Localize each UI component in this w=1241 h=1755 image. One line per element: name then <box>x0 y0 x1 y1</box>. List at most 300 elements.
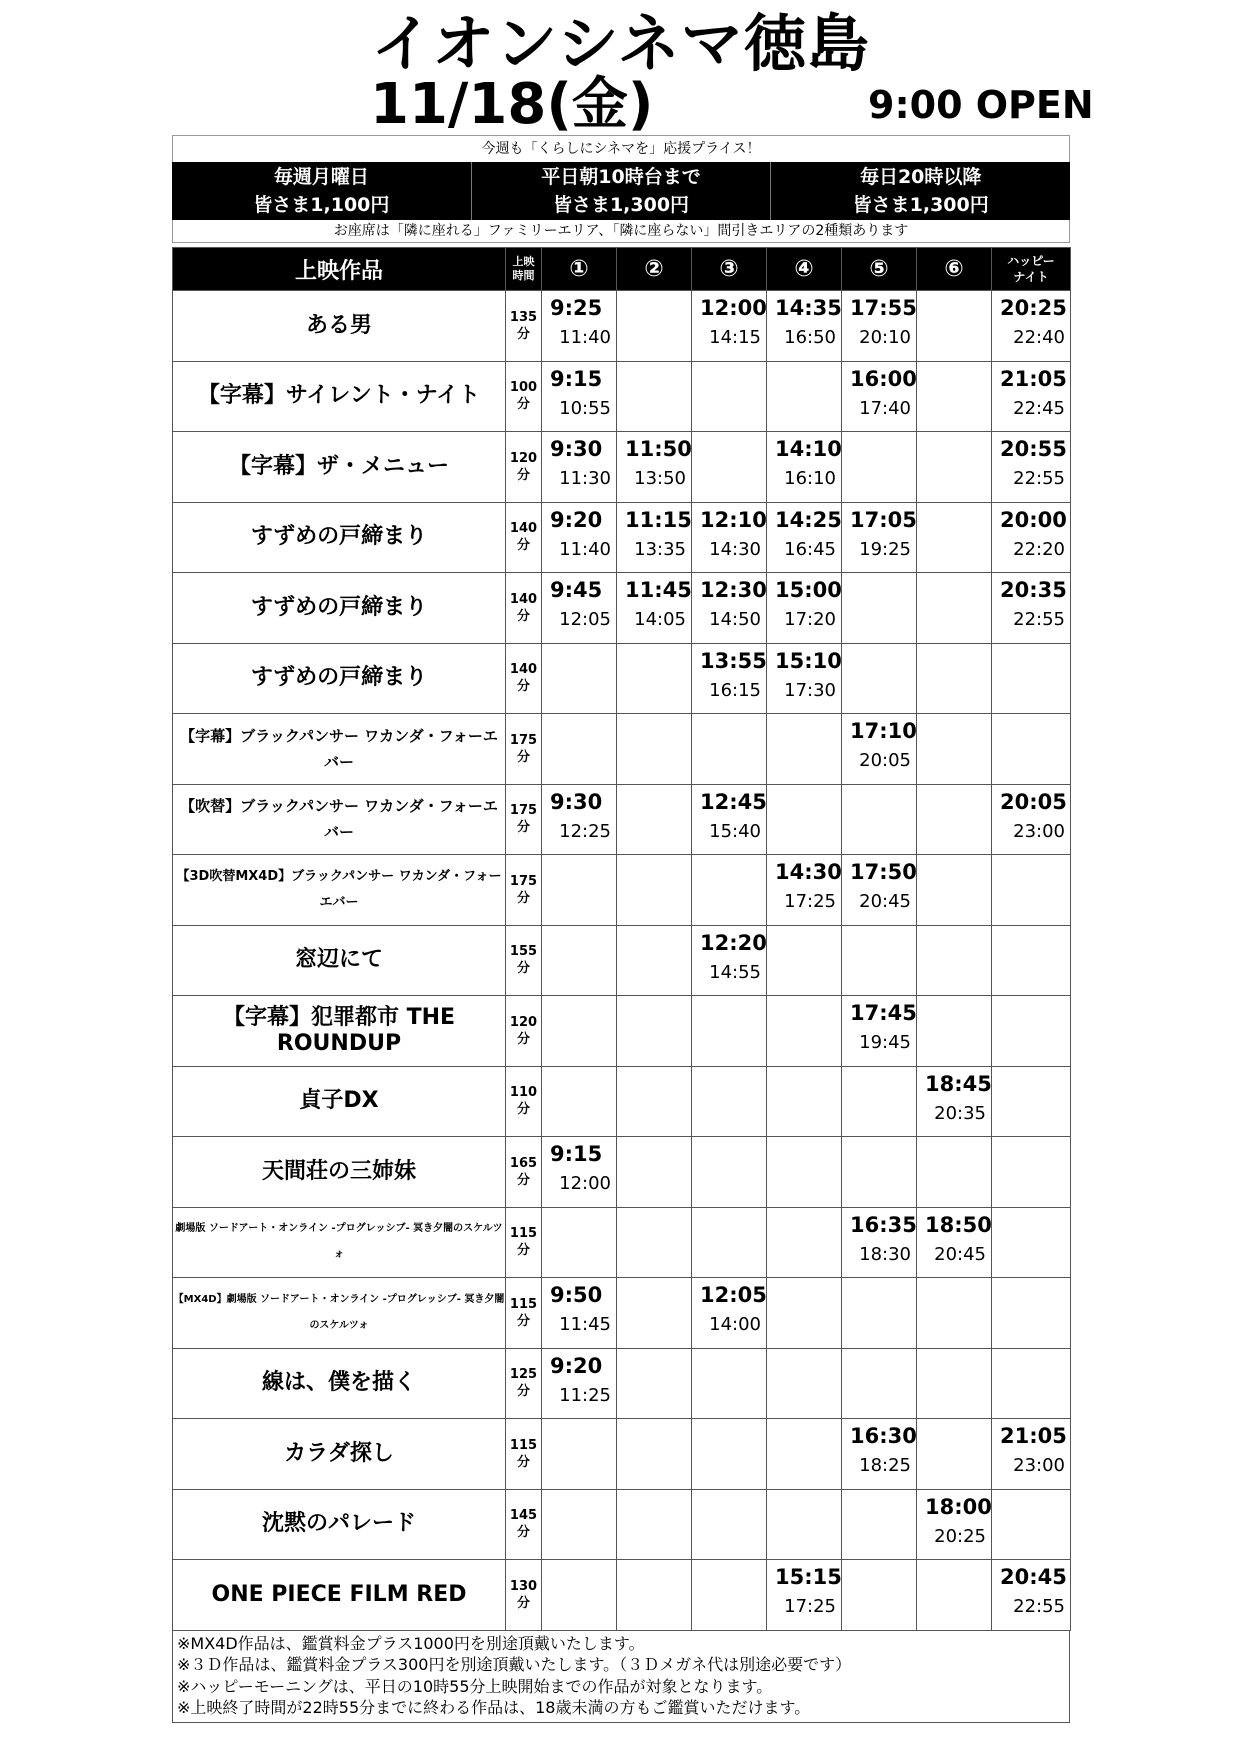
end-time: 17:30 <box>784 679 836 701</box>
showtime-cell-screen-2 <box>617 925 692 996</box>
showtime-cell-screen-3 <box>692 1278 767 1349</box>
showtime-cell-screen-1 <box>542 432 617 503</box>
showtime-cell-screen-6 <box>917 1489 992 1560</box>
showtime-cell-screen-2 <box>617 573 692 644</box>
table-row <box>173 1207 1071 1278</box>
movie-runtime: 140 分 <box>506 502 542 573</box>
table-row <box>173 925 1071 996</box>
end-time: 22:20 <box>1013 538 1065 560</box>
price-value: 皆さま1,100円 <box>253 194 390 216</box>
showtime-cell-screen-5 <box>842 1207 917 1278</box>
movie-runtime: 115 分 <box>506 1419 542 1490</box>
showtime-cell-screen-6 <box>917 996 992 1067</box>
movie-title: 【3D吹替MX4D】ブラックパンサー ワカンダ・フォーエバー <box>173 855 506 926</box>
end-time: 16:15 <box>709 679 761 701</box>
price-value: 皆さま1,300円 <box>552 194 690 216</box>
theater-title: イオンシネマ徳島 <box>371 7 870 80</box>
showtime-cell-screen-2 <box>617 996 692 1067</box>
start-time: 17:45 <box>850 1001 917 1025</box>
showtime-cell-happy-night <box>992 1489 1071 1560</box>
showtime-cell-screen-3 <box>692 784 767 855</box>
showtime-cell-screen-4 <box>767 1066 842 1137</box>
start-time: 16:35 <box>850 1212 917 1237</box>
end-time: 12:25 <box>559 820 611 842</box>
movie-runtime: 155 分 <box>506 925 542 996</box>
movie-runtime: 175 分 <box>506 784 542 855</box>
table-header <box>173 248 1071 291</box>
showtime-cell-happy-night <box>992 925 1071 996</box>
schedule-body <box>173 291 1071 1631</box>
end-time: 18:25 <box>859 1455 911 1476</box>
end-time: 15:40 <box>709 820 761 842</box>
showtime-cell-screen-1 <box>542 784 617 855</box>
showtime-cell-screen-5 <box>842 1348 917 1419</box>
header-screen-4: ④ <box>767 248 842 291</box>
showtime-cell-screen-4 <box>767 1560 842 1631</box>
table-row <box>173 996 1071 1067</box>
movie-title: 【吹替】ブラックパンサー ワカンダ・フォーエバー <box>173 784 506 855</box>
showtime-cell-screen-6 <box>917 1137 992 1208</box>
movie-runtime: 175 分 <box>506 855 542 926</box>
seat-note: お座席は「隣に座れる」ファミリーエリア、「隣に座らない」間引きエリアの2種類あります <box>172 220 1070 243</box>
table-row <box>173 502 1071 573</box>
movie-title: 【字幕】ブラックパンサー ワカンダ・フォーエバー <box>173 714 506 785</box>
showtime-cell-screen-3 <box>692 361 767 432</box>
showtime-cell-screen-1 <box>542 1137 617 1208</box>
header-screen-6: ⑥ <box>917 248 992 291</box>
price-weekday-morning <box>471 162 771 220</box>
showtime-cell-screen-5 <box>842 855 917 926</box>
showtime-cell-screen-2 <box>617 1348 692 1419</box>
showtime-cell-happy-night <box>992 1419 1071 1490</box>
start-time: 17:55 <box>850 296 917 320</box>
showtime-cell-happy-night <box>992 1137 1071 1208</box>
showtime-cell-screen-4 <box>767 855 842 926</box>
end-time: 19:25 <box>859 538 911 560</box>
end-time: 16:45 <box>784 538 836 560</box>
start-time: 17:05 <box>850 507 917 532</box>
start-time: 9:50 <box>550 1283 603 1307</box>
showtime-cell-happy-night <box>992 1066 1071 1137</box>
movie-title: 劇場版 ソードアート・オンライン -プログレッシブ- 冥き夕闇のスケルツォ <box>173 1207 506 1278</box>
showtime-cell-screen-5 <box>842 1278 917 1349</box>
showtime-cell-screen-1 <box>542 573 617 644</box>
showtime-cell-screen-2 <box>617 1066 692 1137</box>
showtime-cell-screen-4 <box>767 1207 842 1278</box>
start-time: 17:10 <box>850 719 917 743</box>
showtime-cell-screen-3 <box>692 1348 767 1419</box>
start-time: 12:00 <box>700 296 767 320</box>
showtime-cell-screen-4 <box>767 1278 842 1349</box>
movie-title: 【字幕】ザ・メニュー <box>173 432 506 503</box>
showtime-cell-screen-2 <box>617 714 692 785</box>
showtime-cell-screen-4 <box>767 291 842 362</box>
schedule-date: 11/18(金) <box>370 72 654 137</box>
price-label: 毎週月曜日 <box>273 166 369 188</box>
footnote: ※上映終了時間が22時55分までに終わる作品は、18歳未満の方もご鑑賞いただけます。 <box>177 1698 811 1717</box>
showtime-cell-screen-1 <box>542 361 617 432</box>
end-time: 20:35 <box>934 1102 986 1124</box>
table-row <box>173 643 1071 714</box>
showtime-cell-happy-night <box>992 714 1071 785</box>
movie-title: すずめの戸締まり <box>173 573 506 644</box>
end-time: 13:35 <box>634 538 686 560</box>
start-time: 14:25 <box>775 507 842 532</box>
showtime-cell-happy-night <box>992 573 1071 644</box>
showtime-cell-screen-1 <box>542 996 617 1067</box>
end-time: 22:55 <box>1013 468 1065 489</box>
table-row <box>173 1489 1071 1560</box>
showtime-cell-screen-2 <box>617 1278 692 1349</box>
start-time: 9:25 <box>550 296 603 320</box>
showtime-cell-screen-1 <box>542 1348 617 1419</box>
end-time: 14:55 <box>709 961 761 983</box>
table-row <box>173 573 1071 644</box>
showtime-cell-screen-6 <box>917 502 992 573</box>
start-time: 9:20 <box>550 507 603 532</box>
schedule-table <box>172 247 1071 1631</box>
movie-runtime: 125 分 <box>506 1348 542 1419</box>
showtime-cell-happy-night <box>992 361 1071 432</box>
showtime-cell-screen-1 <box>542 643 617 714</box>
showtime-cell-screen-3 <box>692 1419 767 1490</box>
showtime-cell-happy-night <box>992 855 1071 926</box>
table-row <box>173 361 1071 432</box>
showtime-cell-screen-1 <box>542 714 617 785</box>
showtime-cell-screen-2 <box>617 1207 692 1278</box>
showtime-cell-screen-6 <box>917 643 992 714</box>
end-time: 17:25 <box>784 891 836 912</box>
table-row <box>173 1278 1071 1349</box>
end-time: 23:00 <box>1013 1455 1065 1476</box>
movie-runtime: 115 分 <box>506 1207 542 1278</box>
start-time: 9:30 <box>550 789 603 814</box>
table-row <box>173 1066 1071 1137</box>
showtime-cell-screen-4 <box>767 1489 842 1560</box>
end-time: 11:40 <box>559 538 611 560</box>
movie-title: 【字幕】犯罪都市 THE ROUNDUP <box>173 996 506 1067</box>
movie-runtime: 140 分 <box>506 643 542 714</box>
showtime-cell-screen-6 <box>917 855 992 926</box>
showtime-cell-screen-2 <box>617 643 692 714</box>
start-time: 15:10 <box>775 648 842 673</box>
movie-runtime: 120 分 <box>506 432 542 503</box>
movie-runtime: 115 分 <box>506 1278 542 1349</box>
end-time: 18:30 <box>859 1243 911 1265</box>
showtime-cell-screen-6 <box>917 1560 992 1631</box>
table-row <box>173 1419 1071 1490</box>
header-title: 上映作品 <box>173 248 506 291</box>
movie-title: カラダ探し <box>173 1419 506 1490</box>
end-time: 11:45 <box>559 1314 611 1335</box>
table-row <box>173 784 1071 855</box>
start-time: 12:10 <box>700 507 767 532</box>
showtime-cell-screen-5 <box>842 925 917 996</box>
start-time: 20:25 <box>1000 296 1067 320</box>
movie-runtime: 100 分 <box>506 361 542 432</box>
table-row <box>173 1560 1071 1631</box>
end-time: 20:05 <box>859 750 911 771</box>
end-time: 10:55 <box>559 397 611 419</box>
showtime-cell-screen-6 <box>917 1066 992 1137</box>
showtime-cell-screen-3 <box>692 573 767 644</box>
end-time: 12:05 <box>559 609 611 630</box>
footnote: ※MX4D作品は、鑑賞料金プラス1000円を別途頂戴いたします。 <box>177 1633 645 1653</box>
showtime-cell-screen-4 <box>767 502 842 573</box>
start-time: 9:20 <box>550 1353 603 1378</box>
end-time: 19:45 <box>859 1032 911 1053</box>
start-time: 21:05 <box>1000 366 1067 391</box>
showtime-cell-screen-2 <box>617 502 692 573</box>
end-time: 12:00 <box>559 1173 611 1194</box>
header-runtime: 上映 時間 <box>506 248 542 291</box>
end-time: 14:05 <box>634 609 686 630</box>
showtime-cell-happy-night <box>992 996 1071 1067</box>
start-time: 20:35 <box>1000 578 1067 602</box>
showtime-cell-screen-4 <box>767 573 842 644</box>
price-label: 毎日20時以降 <box>859 166 982 188</box>
schedule-sheet <box>172 135 1070 1723</box>
showtime-cell-screen-2 <box>617 1137 692 1208</box>
showtime-cell-screen-3 <box>692 925 767 996</box>
end-time: 17:40 <box>859 397 911 419</box>
movie-title: 沈黙のパレード <box>173 1489 506 1560</box>
showtime-cell-screen-5 <box>842 502 917 573</box>
showtime-cell-screen-2 <box>617 784 692 855</box>
showtime-cell-screen-5 <box>842 1137 917 1208</box>
start-time: 17:50 <box>850 860 917 884</box>
showtime-cell-screen-6 <box>917 291 992 362</box>
showtime-cell-screen-4 <box>767 432 842 503</box>
showtime-cell-screen-5 <box>842 643 917 714</box>
start-time: 20:00 <box>1000 507 1067 532</box>
start-time: 12:30 <box>700 578 767 602</box>
showtime-cell-happy-night <box>992 643 1071 714</box>
start-time: 15:00 <box>775 578 842 602</box>
movie-title: 【MX4D】劇場版 ソードアート・オンライン -プログレッシブ- 冥き夕闇のスケルツォ <box>173 1278 506 1349</box>
table-row <box>173 291 1071 362</box>
movie-title: 貞子DX <box>173 1066 506 1137</box>
showtime-cell-screen-5 <box>842 784 917 855</box>
end-time: 11:25 <box>559 1384 611 1406</box>
end-time: 20:45 <box>934 1243 986 1265</box>
showtime-cell-screen-6 <box>917 1278 992 1349</box>
end-time: 23:00 <box>1013 820 1065 842</box>
end-time: 22:45 <box>1013 397 1065 419</box>
end-time: 22:40 <box>1013 327 1065 348</box>
movie-title: すずめの戸締まり <box>173 502 506 573</box>
price-label: 平日朝10時台まで <box>541 166 701 188</box>
showtime-cell-screen-6 <box>917 573 992 644</box>
price-notice: 今週も「くらしにシネマを」応援プライス！ <box>172 135 1070 162</box>
movie-title: 天間荘の三姉妹 <box>173 1137 506 1208</box>
start-time: 13:55 <box>700 648 767 673</box>
showtime-cell-screen-3 <box>692 714 767 785</box>
end-time: 20:10 <box>859 327 911 348</box>
showtime-cell-screen-5 <box>842 291 917 362</box>
showtime-cell-screen-6 <box>917 432 992 503</box>
showtime-cell-screen-1 <box>542 1207 617 1278</box>
start-time: 20:55 <box>1000 437 1067 461</box>
end-time: 11:40 <box>559 327 611 348</box>
showtime-cell-screen-5 <box>842 1419 917 1490</box>
showtime-cell-happy-night <box>992 1207 1071 1278</box>
showtime-cell-screen-6 <box>917 1348 992 1419</box>
end-time: 16:10 <box>784 468 836 489</box>
showtime-cell-screen-3 <box>692 291 767 362</box>
start-time: 9:15 <box>550 366 603 391</box>
showtime-cell-screen-3 <box>692 1489 767 1560</box>
showtime-cell-screen-1 <box>542 855 617 926</box>
showtime-cell-screen-1 <box>542 502 617 573</box>
movie-title: ある男 <box>173 291 506 362</box>
end-time: 20:45 <box>859 891 911 912</box>
showtime-cell-screen-1 <box>542 925 617 996</box>
showtime-cell-happy-night <box>992 784 1071 855</box>
showtime-cell-screen-1 <box>542 1489 617 1560</box>
showtime-cell-happy-night <box>992 432 1071 503</box>
end-time: 11:30 <box>559 468 611 489</box>
showtime-cell-screen-3 <box>692 1560 767 1631</box>
movie-runtime: 145 分 <box>506 1489 542 1560</box>
movie-runtime: 110 分 <box>506 1066 542 1137</box>
movie-runtime: 140 分 <box>506 573 542 644</box>
showtime-cell-screen-6 <box>917 361 992 432</box>
start-time: 11:45 <box>625 578 692 602</box>
start-time: 12:20 <box>700 930 767 955</box>
start-time: 15:15 <box>775 1565 842 1589</box>
showtime-cell-screen-6 <box>917 1207 992 1278</box>
showtime-cell-screen-4 <box>767 1348 842 1419</box>
showtime-cell-screen-5 <box>842 1560 917 1631</box>
showtime-cell-screen-1 <box>542 1560 617 1631</box>
end-time: 22:55 <box>1013 1596 1065 1617</box>
movie-runtime: 120 分 <box>506 996 542 1067</box>
showtime-cell-screen-2 <box>617 1489 692 1560</box>
end-time: 17:20 <box>784 609 836 630</box>
movie-runtime: 135 分 <box>506 291 542 362</box>
open-time: 9:00 OPEN <box>868 83 1094 127</box>
table-row <box>173 855 1071 926</box>
showtime-cell-screen-3 <box>692 996 767 1067</box>
showtime-cell-happy-night <box>992 1348 1071 1419</box>
header-screen-1: ① <box>542 248 617 291</box>
start-time: 14:10 <box>775 437 842 461</box>
price-bar <box>172 162 1070 220</box>
end-time: 20:25 <box>934 1525 986 1547</box>
showtime-cell-screen-6 <box>917 1419 992 1490</box>
movie-runtime: 175 分 <box>506 714 542 785</box>
showtime-cell-screen-5 <box>842 1489 917 1560</box>
showtime-cell-screen-1 <box>542 1066 617 1137</box>
showtime-cell-screen-3 <box>692 643 767 714</box>
table-row <box>173 432 1071 503</box>
header-screen-5: ⑤ <box>842 248 917 291</box>
end-time: 14:15 <box>709 327 761 348</box>
start-time: 18:00 <box>925 1494 992 1519</box>
showtime-cell-screen-6 <box>917 784 992 855</box>
start-time: 9:30 <box>550 437 603 461</box>
showtime-cell-screen-2 <box>617 855 692 926</box>
end-time: 16:50 <box>784 327 836 348</box>
start-time: 16:00 <box>850 366 917 391</box>
showtime-cell-happy-night <box>992 291 1071 362</box>
showtime-cell-screen-4 <box>767 784 842 855</box>
showtime-cell-screen-4 <box>767 996 842 1067</box>
header-happy-night: ハッピー ナイト <box>992 248 1071 291</box>
start-time: 11:50 <box>625 437 692 461</box>
showtime-cell-screen-4 <box>767 925 842 996</box>
showtime-cell-screen-4 <box>767 714 842 785</box>
showtime-cell-screen-3 <box>692 855 767 926</box>
end-time: 14:30 <box>709 538 761 560</box>
start-time: 18:45 <box>925 1071 992 1096</box>
showtime-cell-screen-3 <box>692 432 767 503</box>
showtime-cell-screen-4 <box>767 1137 842 1208</box>
showtime-cell-happy-night <box>992 1278 1071 1349</box>
movie-runtime: 165 分 <box>506 1137 542 1208</box>
end-time: 22:55 <box>1013 609 1065 630</box>
movie-title: 【字幕】サイレント・ナイト <box>173 361 506 432</box>
end-time: 17:25 <box>784 1596 836 1617</box>
showtime-cell-screen-5 <box>842 996 917 1067</box>
showtime-cell-screen-2 <box>617 1560 692 1631</box>
start-time: 9:15 <box>550 1142 603 1166</box>
footnotes <box>172 1631 1070 1723</box>
showtime-cell-screen-5 <box>842 432 917 503</box>
table-row <box>173 1348 1071 1419</box>
showtime-cell-screen-5 <box>842 1066 917 1137</box>
header-screen-2: ② <box>617 248 692 291</box>
showtime-cell-screen-4 <box>767 1419 842 1490</box>
showtime-cell-screen-2 <box>617 291 692 362</box>
showtime-cell-screen-5 <box>842 573 917 644</box>
showtime-cell-happy-night <box>992 1560 1071 1631</box>
end-time: 14:50 <box>709 609 761 630</box>
showtime-cell-screen-5 <box>842 361 917 432</box>
movie-title: ONE PIECE FILM RED <box>173 1560 506 1631</box>
start-time: 14:30 <box>775 860 842 884</box>
start-time: 20:05 <box>1000 789 1067 814</box>
showtime-cell-screen-1 <box>542 1278 617 1349</box>
showtime-cell-screen-5 <box>842 714 917 785</box>
showtime-cell-screen-4 <box>767 643 842 714</box>
start-time: 9:45 <box>550 578 603 602</box>
start-time: 21:05 <box>1000 1424 1067 1448</box>
showtime-cell-screen-6 <box>917 714 992 785</box>
price-evening <box>770 162 1070 220</box>
showtime-cell-screen-2 <box>617 432 692 503</box>
movie-title: 線は、僕を描く <box>173 1348 506 1419</box>
showtime-cell-screen-3 <box>692 1207 767 1278</box>
showtime-cell-screen-6 <box>917 925 992 996</box>
showtime-cell-screen-2 <box>617 361 692 432</box>
showtime-cell-screen-3 <box>692 502 767 573</box>
showtime-cell-screen-1 <box>542 1419 617 1490</box>
showtime-cell-happy-night <box>992 502 1071 573</box>
header-screen-3: ③ <box>692 248 767 291</box>
movie-title: 窓辺にて <box>173 925 506 996</box>
footnote: ※ハッピーモーニングは、平日の10時55分上映開始までの作品が対象となります。 <box>177 1676 773 1696</box>
start-time: 12:45 <box>700 789 767 814</box>
showtime-cell-screen-1 <box>542 291 617 362</box>
showtime-cell-screen-4 <box>767 361 842 432</box>
table-row <box>173 1137 1071 1208</box>
showtime-cell-screen-2 <box>617 1419 692 1490</box>
movie-runtime: 130 分 <box>506 1560 542 1631</box>
movie-title: すずめの戸締まり <box>173 643 506 714</box>
end-time: 13:50 <box>634 468 686 489</box>
